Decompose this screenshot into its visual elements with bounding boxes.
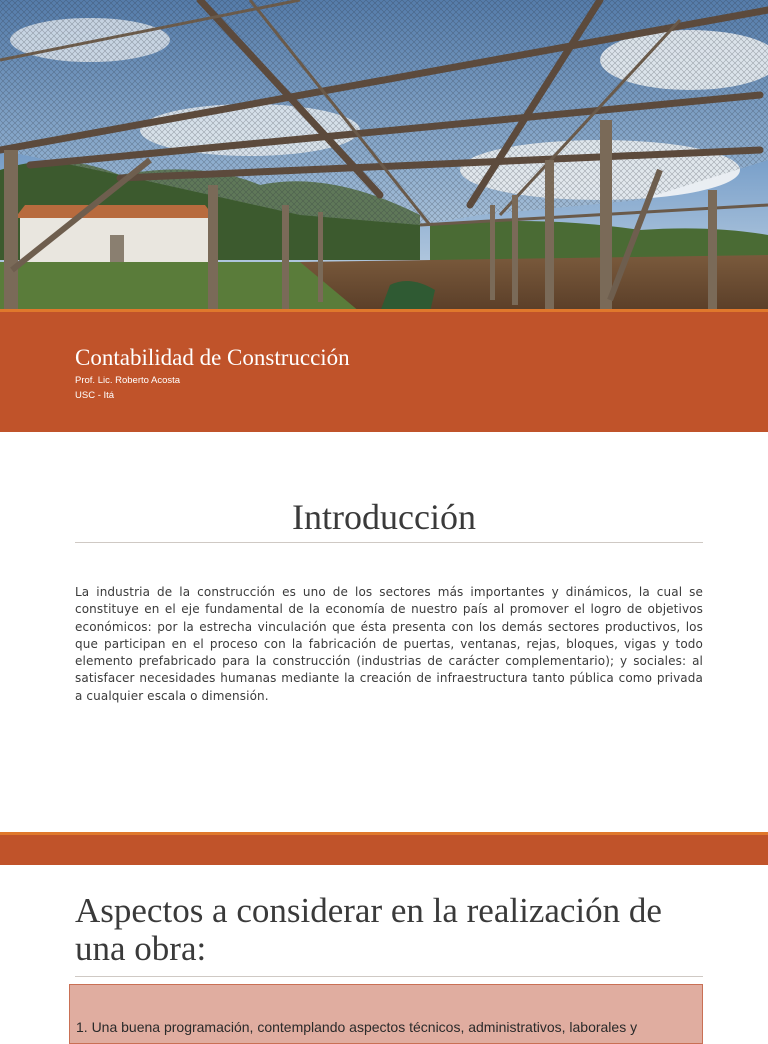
author-line: Prof. Lic. Roberto Acosta — [75, 375, 181, 386]
list-item: 1. Una buena programación, contemplando aspectos técnicos, administrativos, laborales y — [76, 1019, 638, 1035]
title-band — [0, 309, 768, 432]
aspects-list-box — [69, 984, 703, 1044]
aspects-slide — [0, 865, 768, 1035]
heading-divider — [75, 542, 703, 543]
cover-slide — [0, 0, 768, 432]
intro-heading: Introducción — [292, 497, 476, 537]
aspects-heading: Aspectos a considerar en la realización de una obra: — [75, 891, 662, 968]
greenhouse-photo — [0, 0, 768, 312]
slide-header-strip — [0, 832, 768, 865]
deck-title: Contabilidad de Construcción — [75, 345, 350, 370]
heading-divider — [75, 976, 703, 977]
intro-paragraph: La industria de la construcción es uno de los sectores más importantes y dinámicos, la cual se constituye en el eje fundamental de la economía de nuestro país al promover el logro de objetivos económicos: por la estrecha vinculación que ésta presenta con los demás sectores productivos, los que participan en el proceso con la fabricación de puertas, ventanas, rejas, bloques, vigas y todo elemento prefabricado para la construcción (industrias de carácter complementario); y sociales: al satisfacer necesidades humanas mediante la creación de infraestructura tanto pública como privada a cualquier escala o dimensión. — [75, 585, 703, 703]
intro-slide — [0, 432, 768, 832]
institution-line: USC - Itá — [75, 390, 115, 401]
